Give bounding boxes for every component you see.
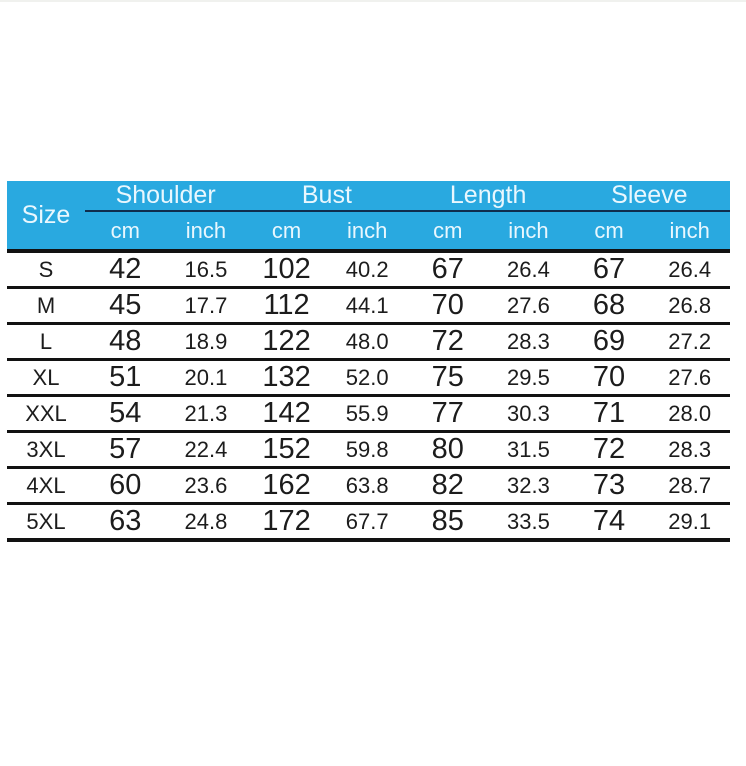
value-cell: 59.8 [327,432,408,468]
table-body [7,251,730,540]
value-cell: 28.0 [649,396,730,432]
value-cell: 72 [408,324,489,360]
size-chart-table [7,181,730,542]
value-cell: 102 [246,251,327,288]
header-unit-inch: inch [166,211,247,251]
value-cell: 52.0 [327,360,408,396]
value-cell: 48 [85,324,166,360]
header-unit-cm: cm [408,211,489,251]
value-cell: 42 [85,251,166,288]
value-cell: 31.5 [488,432,569,468]
value-cell: 75 [408,360,489,396]
header-group-sleeve: Sleeve [569,181,730,211]
value-cell: 40.2 [327,251,408,288]
table-row [7,432,730,468]
value-cell: 28.3 [488,324,569,360]
value-cell: 162 [246,468,327,504]
value-cell: 18.9 [166,324,247,360]
value-cell: 80 [408,432,489,468]
size-cell: L [7,324,85,360]
value-cell: 72 [569,432,650,468]
size-cell: XXL [7,396,85,432]
value-cell: 172 [246,504,327,541]
header-size: Size [7,181,85,251]
value-cell: 73 [569,468,650,504]
value-cell: 60 [85,468,166,504]
value-cell: 26.8 [649,288,730,324]
value-cell: 74 [569,504,650,541]
header-group-shoulder: Shoulder [85,181,246,211]
header-unit-inch: inch [327,211,408,251]
table-row [7,468,730,504]
value-cell: 85 [408,504,489,541]
value-cell: 26.4 [488,251,569,288]
value-cell: 55.9 [327,396,408,432]
value-cell: 29.1 [649,504,730,541]
value-cell: 27.2 [649,324,730,360]
table-row [7,288,730,324]
value-cell: 57 [85,432,166,468]
size-cell: XL [7,360,85,396]
value-cell: 71 [569,396,650,432]
value-cell: 69 [569,324,650,360]
value-cell: 17.7 [166,288,247,324]
value-cell: 28.7 [649,468,730,504]
value-cell: 22.4 [166,432,247,468]
header-group-bust: Bust [246,181,407,211]
value-cell: 20.1 [166,360,247,396]
value-cell: 68 [569,288,650,324]
top-divider [0,0,746,2]
value-cell: 152 [246,432,327,468]
value-cell: 27.6 [649,360,730,396]
value-cell: 24.8 [166,504,247,541]
value-cell: 77 [408,396,489,432]
value-cell: 28.3 [649,432,730,468]
value-cell: 54 [85,396,166,432]
unit-header-row [7,211,730,251]
value-cell: 142 [246,396,327,432]
table-header [7,181,730,251]
header-unit-inch: inch [649,211,730,251]
value-cell: 16.5 [166,251,247,288]
table-row [7,251,730,288]
table-row [7,504,730,541]
value-cell: 21.3 [166,396,247,432]
value-cell: 26.4 [649,251,730,288]
value-cell: 45 [85,288,166,324]
size-cell: 4XL [7,468,85,504]
value-cell: 112 [246,288,327,324]
value-cell: 67 [408,251,489,288]
header-unit-cm: cm [569,211,650,251]
value-cell: 51 [85,360,166,396]
value-cell: 48.0 [327,324,408,360]
header-unit-inch: inch [488,211,569,251]
value-cell: 33.5 [488,504,569,541]
value-cell: 23.6 [166,468,247,504]
table-row [7,360,730,396]
header-unit-cm: cm [85,211,166,251]
value-cell: 63.8 [327,468,408,504]
value-cell: 67.7 [327,504,408,541]
group-header-row [7,181,730,211]
value-cell: 132 [246,360,327,396]
value-cell: 70 [408,288,489,324]
size-cell: M [7,288,85,324]
size-cell: S [7,251,85,288]
value-cell: 27.6 [488,288,569,324]
value-cell: 44.1 [327,288,408,324]
value-cell: 63 [85,504,166,541]
size-cell: 3XL [7,432,85,468]
value-cell: 67 [569,251,650,288]
size-cell: 5XL [7,504,85,541]
value-cell: 29.5 [488,360,569,396]
value-cell: 70 [569,360,650,396]
table-row [7,396,730,432]
header-unit-cm: cm [246,211,327,251]
value-cell: 82 [408,468,489,504]
header-group-length: Length [408,181,569,211]
value-cell: 122 [246,324,327,360]
table-row [7,324,730,360]
value-cell: 32.3 [488,468,569,504]
value-cell: 30.3 [488,396,569,432]
